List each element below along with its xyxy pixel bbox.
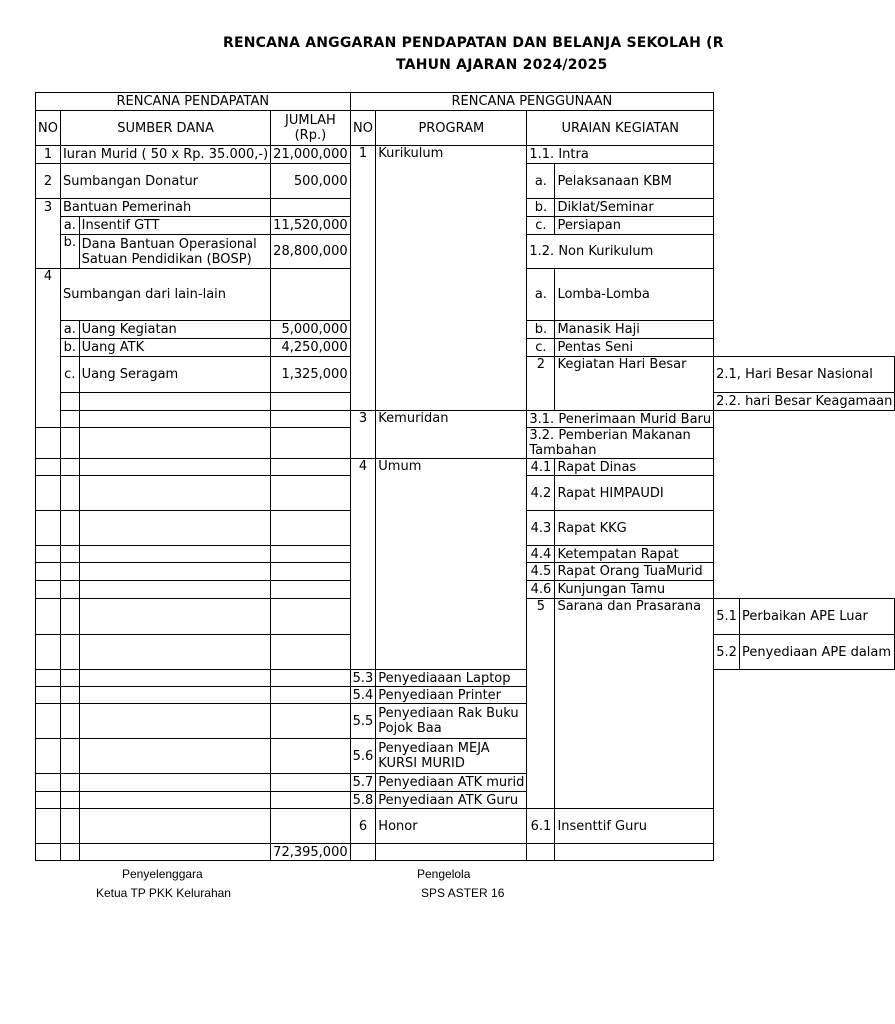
empty-cell xyxy=(271,459,350,476)
row-3-amount xyxy=(271,199,350,217)
empty-cell xyxy=(271,792,350,809)
empty-cell xyxy=(271,393,350,411)
uraian-1-2-b-text: Manasik Haji xyxy=(555,321,714,339)
empty-cell xyxy=(36,739,61,774)
empty-cell xyxy=(79,476,271,511)
empty-cell xyxy=(36,411,61,428)
uraian-4-1-text: Rapat Dinas xyxy=(555,459,714,476)
uraian-4-5-code: 4.5 xyxy=(527,563,555,581)
empty-cell xyxy=(79,546,271,563)
empty-cell xyxy=(60,774,79,792)
row-4b-amount: 4,250,000 xyxy=(271,339,350,357)
row-4b-source: Uang ATK xyxy=(79,339,271,357)
empty-cell xyxy=(36,546,61,563)
title-line-1: RENCANA ANGGARAN PENDAPATAN DAN BELANJA SEKOLAH (R xyxy=(223,35,724,51)
row-4c-no xyxy=(36,357,61,393)
uraian-1-2-b-code: b. xyxy=(527,321,555,339)
empty-cell xyxy=(350,844,376,861)
row-3b-no xyxy=(36,235,61,269)
budget-table xyxy=(35,92,895,861)
uraian-5-4-code: 5.4 xyxy=(350,687,376,704)
uraian-1-2-c-code: c. xyxy=(527,339,555,357)
empty-cell xyxy=(36,774,61,792)
empty-cell xyxy=(79,393,271,411)
empty-cell xyxy=(555,844,714,861)
program-2-no: 2 xyxy=(527,357,555,411)
empty-cell xyxy=(79,774,271,792)
empty-cell xyxy=(60,599,79,635)
empty-cell xyxy=(271,546,350,563)
uraian-5-7-text: Penyediaan ATK murid xyxy=(376,774,527,792)
uraian-2-1: 2.1, Hari Besar Nasional xyxy=(714,357,895,393)
empty-cell xyxy=(60,844,79,861)
uraian-4-6-code: 4.6 xyxy=(527,581,555,599)
empty-cell xyxy=(271,670,350,687)
budget-table-container xyxy=(35,92,893,872)
row-4a-no xyxy=(36,321,61,339)
empty-cell xyxy=(36,809,61,844)
uraian-5-6-text: Penyediaan MEJA KURSI MURID xyxy=(376,739,527,774)
empty-cell xyxy=(79,511,271,546)
uraian-5-4-text: Penyediaan Printer xyxy=(376,687,527,704)
uraian-4-4-text: Ketempatan Rapat xyxy=(555,546,714,563)
empty-cell xyxy=(79,428,271,459)
empty-cell xyxy=(60,476,79,511)
uraian-1-2: 1.2. Non Kurikulum xyxy=(527,235,714,269)
uraian-4-3-code: 4.3 xyxy=(527,511,555,546)
empty-cell xyxy=(36,581,61,599)
uraian-3-2: 3.2. Pemberian Makanan Tambahan xyxy=(527,428,714,459)
empty-cell xyxy=(60,428,79,459)
empty-cell xyxy=(60,704,79,739)
row-4a-source: Uang Kegiatan xyxy=(79,321,271,339)
header-pendapatan: RENCANA PENDAPATAN xyxy=(36,93,351,111)
uraian-c-code: c. xyxy=(527,217,555,235)
row-4-amount xyxy=(271,269,350,321)
empty-cell xyxy=(79,599,271,635)
empty-cell xyxy=(271,739,350,774)
row-4-no: 4 xyxy=(36,269,61,321)
program-6-name: Honor xyxy=(376,809,527,844)
program-6-no: 6 xyxy=(350,809,376,844)
program-2-name: Kegiatan Hari Besar xyxy=(555,357,714,411)
empty-cell xyxy=(271,411,350,428)
row-2-amount: 500,000 xyxy=(271,164,350,199)
empty-cell xyxy=(60,581,79,599)
empty-cell xyxy=(271,581,350,599)
program-1-name: Kurikulum xyxy=(376,146,527,411)
program-4-no: 4 xyxy=(350,459,376,670)
row-3b-source: Dana Bantuan Operasional Satuan Pendidikan (BOSP) xyxy=(79,235,271,269)
row-3a-amount: 11,520,000 xyxy=(271,217,350,235)
uraian-5-1-text: Perbaikan APE Luar xyxy=(740,599,895,635)
empty-cell xyxy=(36,670,61,687)
empty-cell xyxy=(36,563,61,581)
uraian-4-5-text: Rapat Orang TuaMurid xyxy=(555,563,714,581)
empty-cell xyxy=(60,809,79,844)
empty-cell xyxy=(79,459,271,476)
header-uraian: URAIAN KEGIATAN xyxy=(527,111,714,146)
row-4-source: Sumbangan dari lain-lain xyxy=(60,269,270,321)
empty-cell xyxy=(36,459,61,476)
program-1-no: 1 xyxy=(350,146,376,411)
uraian-5-2-code: 5.2 xyxy=(714,635,740,670)
uraian-4-4-code: 4.4 xyxy=(527,546,555,563)
empty-cell xyxy=(60,670,79,687)
signature-left-title: Ketua TP PKK Kelurahan xyxy=(96,886,231,900)
empty-cell xyxy=(79,411,271,428)
empty-cell xyxy=(79,704,271,739)
empty-cell xyxy=(60,687,79,704)
empty-cell xyxy=(79,670,271,687)
empty-cell xyxy=(60,563,79,581)
uraian-5-6-code: 5.6 xyxy=(350,739,376,774)
signature-right-title: SPS ASTER 16 xyxy=(421,886,505,900)
row-3-no: 3 xyxy=(36,199,61,217)
empty-cell xyxy=(60,393,79,411)
empty-cell xyxy=(60,792,79,809)
uraian-5-3-text: Penyediaaan Laptop xyxy=(376,670,527,687)
empty-cell xyxy=(36,476,61,511)
empty-cell xyxy=(271,511,350,546)
empty-cell xyxy=(60,635,79,670)
header-program: PROGRAM xyxy=(376,111,527,146)
row-4c-sub: c. xyxy=(60,357,79,393)
empty-cell xyxy=(36,792,61,809)
uraian-4-6-text: Kunjungan Tamu xyxy=(555,581,714,599)
uraian-5-3-code: 5.3 xyxy=(350,670,376,687)
empty-cell xyxy=(36,599,61,635)
uraian-1-1: 1.1. Intra xyxy=(527,146,714,164)
empty-cell xyxy=(36,687,61,704)
row-1-amount: 21,000,000 xyxy=(271,146,350,164)
empty-cell xyxy=(271,704,350,739)
uraian-5-8-text: Penyediaan ATK Guru xyxy=(376,792,527,809)
uraian-4-3-text: Rapat KKG xyxy=(555,511,714,546)
empty-cell xyxy=(79,792,271,809)
uraian-c-text: Persiapan xyxy=(555,217,714,235)
uraian-3-1: 3.1. Penerimaan Murid Baru xyxy=(527,411,714,428)
uraian-6-1-text: Insenttif Guru xyxy=(555,809,714,844)
row-3b-amount: 28,800,000 xyxy=(271,235,350,269)
empty-cell xyxy=(271,599,350,635)
uraian-5-5-code: 5.5 xyxy=(350,704,376,739)
empty-cell xyxy=(376,844,527,861)
empty-cell xyxy=(36,511,61,546)
uraian-b-code: b. xyxy=(527,199,555,217)
header-no: NO xyxy=(36,111,61,146)
empty-cell xyxy=(60,411,79,428)
uraian-2-2: 2.2. hari Besar Keagamaan xyxy=(714,393,895,411)
empty-cell xyxy=(271,774,350,792)
title-line-2: TAHUN AJARAN 2024/2025 xyxy=(396,57,608,73)
empty-cell xyxy=(60,511,79,546)
empty-cell xyxy=(271,476,350,511)
row-3-source: Bantuan Pemerinah xyxy=(60,199,270,217)
empty-cell xyxy=(36,844,61,861)
header-no-2: NO xyxy=(350,111,376,146)
empty-cell xyxy=(527,844,555,861)
empty-cell xyxy=(79,687,271,704)
signature-left-role: Penyelenggara xyxy=(122,867,203,881)
uraian-4-2-text: Rapat HIMPAUDI xyxy=(555,476,714,511)
row-1-no: 1 xyxy=(36,146,61,164)
empty-cell xyxy=(79,739,271,774)
uraian-b-text: Diklat/Seminar xyxy=(555,199,714,217)
uraian-5-1-code: 5.1 xyxy=(714,599,740,635)
program-3-no: 3 xyxy=(350,411,376,459)
program-5-no: 5 xyxy=(527,599,555,809)
empty-cell xyxy=(36,704,61,739)
empty-cell xyxy=(79,844,271,861)
empty-cell xyxy=(60,546,79,563)
uraian-1-2-a-code: a. xyxy=(527,269,555,321)
row-3a-source: Insentif GTT xyxy=(79,217,271,235)
row-4a-amount: 5,000,000 xyxy=(271,321,350,339)
row-4b-no xyxy=(36,339,61,357)
row-4c-amount: 1,325,000 xyxy=(271,357,350,393)
empty-cell xyxy=(271,428,350,459)
empty-cell xyxy=(79,581,271,599)
total-amount: 72,395,000 xyxy=(271,844,350,861)
uraian-1-2-c-text: Pentas Seni xyxy=(555,339,714,357)
uraian-5-2-text: Penyediaan APE dalam xyxy=(740,635,895,670)
uraian-5-8-code: 5.8 xyxy=(350,792,376,809)
empty-cell xyxy=(36,635,61,670)
program-5-name: Sarana dan Prasarana xyxy=(555,599,714,809)
uraian-6-1-code: 6.1 xyxy=(527,809,555,844)
row-3a-sub: a. xyxy=(60,217,79,235)
uraian-4-2-code: 4.2 xyxy=(527,476,555,511)
program-4-name: Umum xyxy=(376,459,527,670)
empty-cell xyxy=(36,393,61,411)
empty-cell xyxy=(271,563,350,581)
row-2-no: 2 xyxy=(36,164,61,199)
row-4b-sub: b. xyxy=(60,339,79,357)
header-sumber-dana: SUMBER DANA xyxy=(60,111,270,146)
empty-cell xyxy=(79,635,271,670)
row-3a-no xyxy=(36,217,61,235)
empty-cell xyxy=(79,809,271,844)
empty-cell xyxy=(79,563,271,581)
uraian-a-code: a. xyxy=(527,164,555,199)
uraian-5-5-text: Penyediaan Rak Buku Pojok Baa xyxy=(376,704,527,739)
empty-cell xyxy=(60,459,79,476)
empty-cell xyxy=(271,687,350,704)
empty-cell xyxy=(36,428,61,459)
header-penggunaan: RENCANA PENGGUNAAN xyxy=(350,93,714,111)
row-1-source: Iuran Murid ( 50 x Rp. 35.000,-) xyxy=(60,146,270,164)
row-3b-sub: b. xyxy=(60,235,79,269)
uraian-1-2-a-text: Lomba-Lomba xyxy=(555,269,714,321)
signature-right-role: Pengelola xyxy=(417,867,471,881)
program-3-name: Kemuridan xyxy=(376,411,527,459)
uraian-a-text: Pelaksanaan KBM xyxy=(555,164,714,199)
uraian-4-1-code: 4.1 xyxy=(527,459,555,476)
empty-cell xyxy=(271,635,350,670)
header-jumlah: JUMLAH (Rp.) xyxy=(271,111,350,146)
row-4c-source: Uang Seragam xyxy=(79,357,271,393)
empty-cell xyxy=(60,739,79,774)
row-2-source: Sumbangan Donatur xyxy=(60,164,270,199)
row-4a-sub: a. xyxy=(60,321,79,339)
uraian-5-7-code: 5.7 xyxy=(350,774,376,792)
empty-cell xyxy=(271,809,350,844)
